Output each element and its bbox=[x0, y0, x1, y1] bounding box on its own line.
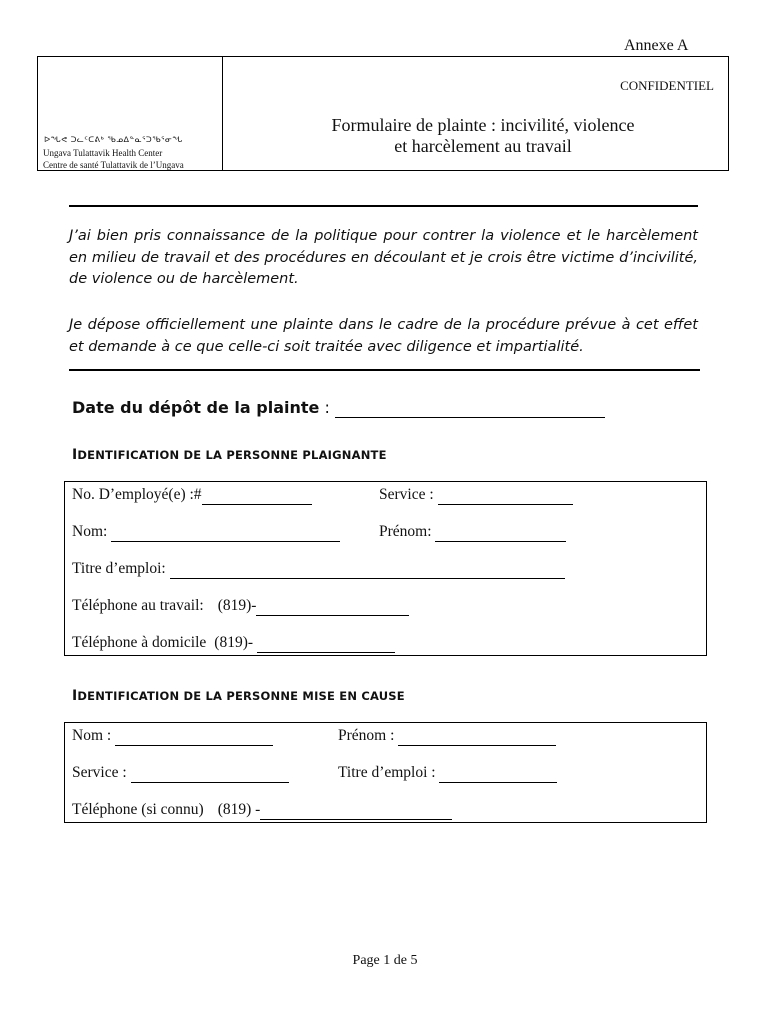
employee-number-row bbox=[72, 486, 312, 505]
complainant-job-title-field[interactable] bbox=[170, 560, 565, 579]
organization-name-english: Ungava Tulattavik Health Center bbox=[43, 148, 163, 158]
filing-date-row bbox=[72, 398, 605, 418]
filing-date-field[interactable] bbox=[335, 398, 605, 418]
respondent-service-label: Service : bbox=[72, 764, 131, 781]
respondent-job-title-label: Titre d’emploi : bbox=[338, 764, 440, 781]
respondent-phone-label: Téléphone (si connu) bbox=[72, 801, 204, 818]
complainant-firstname-row bbox=[379, 523, 566, 542]
employee-number-label: No. D’employé(e) :# bbox=[72, 486, 202, 503]
respondent-firstname-field[interactable] bbox=[398, 727, 556, 746]
declaration-paragraph-1: J’ai bien pris connaissance de la politique pour contrer la violence et le harcèlement en milieu de travail et des procédures en découlant et je crois être victime d’incivilité, de violence ou de harcèlement. bbox=[69, 228, 698, 287]
organization-name-french: Centre de santé Tulattavik de l’Ungava bbox=[43, 160, 184, 170]
page-number: Page 1 de 5 bbox=[352, 953, 418, 968]
form-header bbox=[37, 56, 729, 171]
employee-number-field[interactable] bbox=[202, 486, 312, 505]
home-phone-field[interactable] bbox=[257, 634, 395, 653]
complainant-service-row bbox=[379, 486, 573, 505]
work-phone-label: Téléphone au travail: bbox=[72, 597, 204, 614]
respondent-phone-field[interactable] bbox=[260, 801, 452, 820]
filing-date-separator: : bbox=[319, 398, 335, 417]
home-phone-row bbox=[72, 634, 395, 653]
work-phone-area-code: (819)- bbox=[217, 597, 257, 614]
respondent-firstname-row bbox=[338, 727, 556, 746]
complainant-heading-text: DENTIFICATION DE LA PERSONNE PLAIGNANTE bbox=[77, 448, 387, 462]
complainant-job-title-row bbox=[72, 560, 565, 579]
complainant-firstname-label: Prénom: bbox=[379, 523, 436, 540]
complainant-name-field[interactable] bbox=[111, 523, 340, 542]
complainant-heading-initial: I bbox=[72, 447, 78, 463]
respondent-job-title-field[interactable] bbox=[439, 764, 557, 783]
form-title-line-2: et harcèlement au travail bbox=[394, 136, 572, 156]
respondent-phone-row bbox=[72, 801, 452, 820]
respondent-phone-area-code: (819) - bbox=[217, 801, 261, 818]
respondent-heading-text: DENTIFICATION DE LA PERSONNE MISE EN CAUSE bbox=[77, 689, 405, 703]
respondent-service-field[interactable] bbox=[131, 764, 289, 783]
declaration-paragraph-2: Je dépose officiellement une plainte dans le cadre de la procédure prévue à cet effet et demande à ce que celle-ci soit traitée avec diligence et impartialité. bbox=[69, 317, 698, 355]
organization-logo-cell bbox=[38, 57, 223, 170]
complainant-service-label: Service : bbox=[379, 486, 438, 503]
respondent-service-row bbox=[72, 764, 289, 783]
respondent-heading-initial: I bbox=[72, 688, 78, 704]
complainant-name-row bbox=[72, 523, 340, 542]
complainant-name-label: Nom: bbox=[72, 523, 112, 540]
work-phone-row bbox=[72, 597, 409, 616]
complainant-box bbox=[64, 481, 707, 656]
work-phone-field[interactable] bbox=[256, 597, 409, 616]
confidential-label: CONFIDENTIEL bbox=[620, 78, 714, 93]
annex-label: Annexe A bbox=[624, 37, 689, 54]
divider-top bbox=[69, 205, 698, 207]
home-phone-area-code: (819)- bbox=[214, 634, 257, 651]
complainant-firstname-field[interactable] bbox=[435, 523, 566, 542]
form-title-line-1: Formulaire de plainte : incivilité, violence bbox=[331, 115, 635, 135]
complainant-section-heading bbox=[72, 447, 387, 463]
respondent-box bbox=[64, 722, 707, 823]
respondent-firstname-label: Prénom : bbox=[338, 727, 399, 744]
filing-date-label: Date du dépôt de la plainte bbox=[72, 398, 320, 417]
respondent-name-field[interactable] bbox=[115, 727, 273, 746]
respondent-section-heading bbox=[72, 688, 405, 704]
complainant-service-field[interactable] bbox=[438, 486, 573, 505]
home-phone-label: Téléphone à domicile bbox=[72, 634, 207, 651]
divider-bottom bbox=[69, 369, 700, 371]
respondent-job-title-row bbox=[338, 764, 557, 783]
form-title bbox=[238, 115, 728, 157]
respondent-name-row bbox=[72, 727, 273, 746]
organization-name-syllabics: ᐅᖓᕙ ᑐᓚᑦᑕᕕᒃ ᖃᓄᐃᓐᓇᕐᑐᖃᕐᓂᖓ bbox=[44, 135, 183, 144]
complainant-job-title-label: Titre d’emploi: bbox=[72, 560, 170, 577]
respondent-name-label: Nom : bbox=[72, 727, 116, 744]
